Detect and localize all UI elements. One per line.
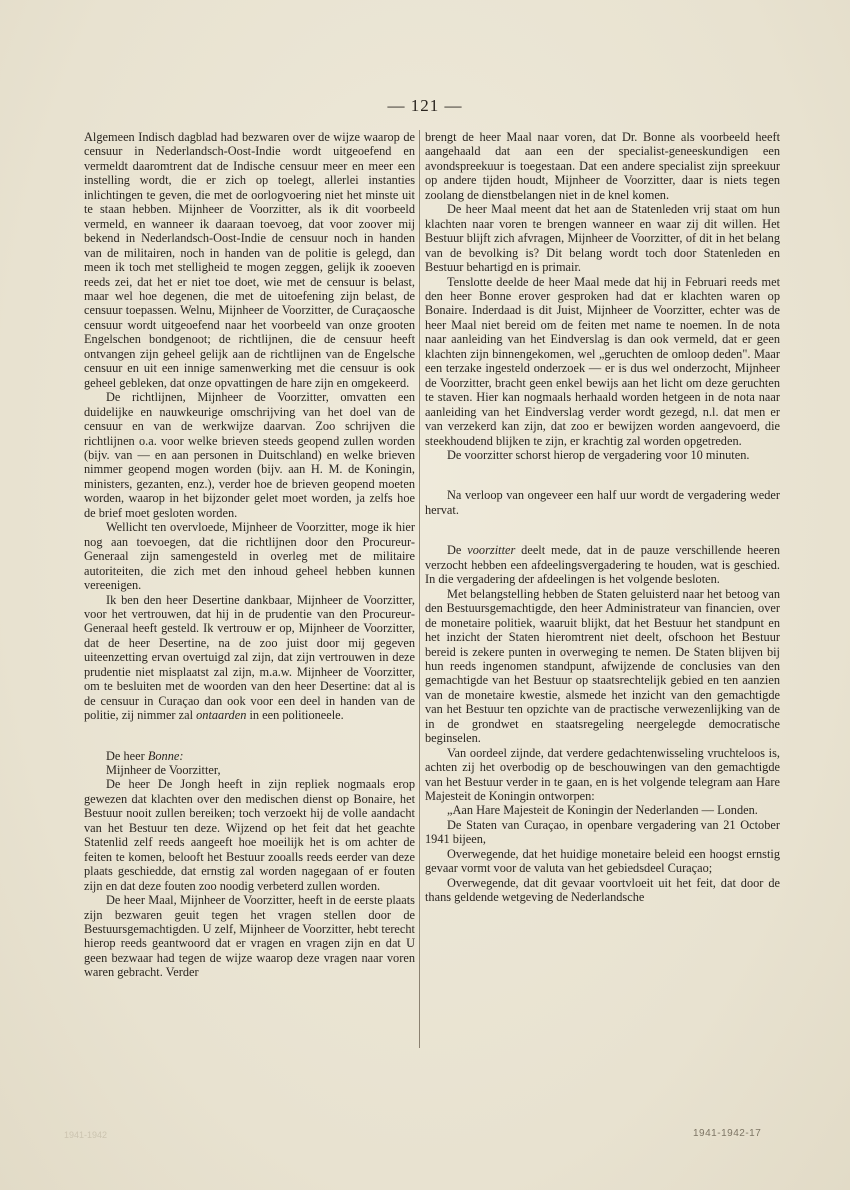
salutation: Mijnheer de Voorzitter, bbox=[106, 763, 221, 778]
paragraph: Wellicht ten overvloede, Mijnheer de Voorzitter, moge ik hier nog aan toevoegen, dat die richtlijnen door den Procureur-Generaal zijn samengesteld in overleg met de militaire autoriteiten, die zich met den inhoud geheel hebben kunnen vereenigen. bbox=[84, 520, 415, 593]
paragraph: De heer De Jongh heeft in zijn repliek nogmaals erop gewezen dat klachten over den medischen dienst op Bonaire, het Bestuur nooit zullen bereiken; toch verzoekt hij de volle aandacht van het Bestuur ten deze. Wijzend op het feit dat het geachte Statenlid zelf reeds aangeeft hoe moeilijk het is om achter de feiten te komen, belooft het Bestuur zooalls reeds eerder van deze plaats geschiedde, dat ernstig zal worden nagegaan of er fouten zijn en dat deze fouten zoo noodig verbeterd zullen worden. bbox=[84, 777, 415, 893]
paragraph: De voorzitter deelt mede, dat in de pauze verschillende heeren verzocht hebben een afdeelingsvergadering te houden, wat is geschied. In die vergadering der afdeelingen is het volgende besloten. bbox=[425, 543, 780, 587]
paragraph: De heer Maal meent dat het aan de Statenleden vrij staat om hun klachten naar voren te brengen wanneer en waar zij dit willen. Het Bestuur blijft zich afvragen, Mijnheer de Voorzitter, of dit in het belang van de bevolking is? Dit belang wordt toch door Statenleden en Bestuur behartigd en is primair. bbox=[425, 202, 780, 275]
paragraph: Ik ben den heer Desertine dankbaar, Mijnheer de Voorzitter, voor het vertrouwen, dat hij in de prudentie van den Procureur-Generaal heeft gesteld. Ik vertrouw er op, Mijnheer de Voorzitter, dat de heer Desertine, na de zoo juist door mij gegeven uiteenzetting ervan overtuigd zal zijn, dat zijn vertrouwen in deze prudentie niet misplaatst zal zijn, m.a.w. Mijnheer de Voorzitter, om te besluiten met de woorden van den heer Desertine: dat al is de censuur in Curaçao dan ook voor een deel in handen van de politie, zij nimmer zal ontaarden in een politioneele. bbox=[84, 592, 415, 723]
archive-stamp: 1941-1942-17 bbox=[693, 1128, 762, 1139]
paragraph: De richtlijnen, Mijnheer de Voorzitter, omvatten een duidelijke en nauwkeurige omschrijving van het doel van de censuur en van de werkwijze daarvan. Zoo schrijven die richtlijnen o.a. voor welke brieven steeds geopend zullen worden (bijv. van — en aan personen in Duitschland) en welke brieven nimmer geopend mogen worden (bijv. aan H. M. de Koningin, ministers, gezanten, enz.), verder hoe de brieven geopend moeten worden, waarop in het bijzonder gelet moet worden, ja zelfs hoe de brief moet gesloten worden. bbox=[84, 390, 415, 520]
right-column bbox=[425, 130, 780, 905]
paragraph: Met belangstelling hebben de Staten geluisterd naar het betoog van den Bestuursgemachtigde, den heer Administrateur van financien, over de monetaire politiek, waaruit blijkt, dat het Bestuur het standpunt en het inzicht der Staten hieromtrent niet deelt, ofschoon het Bestuur bereid is zekere punten in overweging te nemen. De Staten blijven bij hun reeds ingenomen standpunt, afwijzende de conclusies van den gemachtigde van het Bestuur op staatsrechtelijk gebied en ten aanzien van de monetaire kwestie, alsmede het inzicht van den gemachtigde van het Bestuur ten opzichte van de practische verwezenlijking van de in de grondwet en staatsregeling neergelegde democratische beginselen. bbox=[425, 586, 780, 746]
paragraph: De Staten van Curaçao, in openbare vergadering van 21 October 1941 bijeen, bbox=[425, 817, 780, 847]
left-column bbox=[84, 130, 415, 980]
paragraph: De heer Maal, Mijnheer de Voorzitter, heeft in de eerste plaats zijn bezwaren geuit tegen het vragen stellen door de Bestuursgemachtigden. U zelf, Mijnheer de Voorzitter, hebt terecht hierop reeds geantwoord dat er vragen en vragen zijn en dat U geen bezwaar had tegen de wijze waarop deze vragen naar voren waren gebracht. Verder bbox=[84, 893, 415, 980]
paragraph: Algemeen Indisch dagblad had bezwaren over de wijze waarop de censuur in Nederlandsch-Oost-Indie wordt uitgeoefend en vermeldt daaromtrent dat de Indische censuur meer en meer een instelling wordt, die er zich op toelegt, allerlei instanties inlichtingen te geven, die met de oorlogvoering niet het minste uit te staan hebben. Mijnheer de Voorzitter, als ik dit voorbeeld vermeld, en wanneer ik daaraan toevoeg, dat voor zoover mij bekend in Nederlandsch-Oost-Indie de censuur noch in handen van de militairen, noch in handen van de politie is gelegd, dan meen ik toch met stelligheid te mogen zeggen, gelijk ik zooeven reeds zei, dat het er niet toe doet, wie met de censuur is belast, maar wel hoe degenen, die met de uitoefening zijn belast, de censuur toepassen. Welnu, Mijnheer de Voorzitter, de Curaçaosche censuur wordt uitgeoefend naar het voorbeeld van onze grooten Engelschen bondgenoot; de richtlijnen, die de censuur heeft ontvangen zijn geheel gelijk aan de richtlijnen van de Engelsche censuur en uit een innige samenwerking met die censuur is ook geheel gebleken, dat onze opvattingen de hare zijn en omgekeerd. bbox=[84, 130, 415, 390]
paragraph: Tenslotte deelde de heer Maal mede dat hij in Februari reeds met den heer Bonne erover gesproken had dat er klachten waren op Bonaire. Inderdaad is dit Juist, Mijnheer de Voorzitter, echter was de heer Maal niet bereid om de feiten met name te noemen. In de nota naar aanleiding van het Eindverslag is dan ook vermeld, dat er geen klachten zijn binnengekomen, wel „geruchten de omloop deden". Maar een terzake ingesteld onderzoek — er is dus wel onderzocht, Mijnheer de Voorzitter, bracht geen enkel bewijs aan het licht om deze geruchten te staven. Hier kan nogmaals herhaald worden hetgeen in de nota naar aanleiding van het Eindverslag verder wordt gezegd, n.l. dat men er van verzekerd kan zijn, dat zoo er bewijzen worden aangevoerd, die steekhoudend blijken te zijn, er krachtig zal worden opgetreden. bbox=[425, 274, 780, 448]
paragraph: Overwegende, dat het huidige monetaire beleid een hoogst ernstig gevaar vormt voor de valuta van het gebiedsdeel Curaçao; bbox=[425, 846, 780, 876]
telegram-address: „Aan Hare Majesteit de Koningin der Nederlanden — Londen. bbox=[447, 803, 758, 818]
paragraph: Van oordeel zijnde, dat verdere gedachtenwisseling vruchteloos is, achten zij het overbodig op de beschouwingen van den gemachtigde van het Bestuur verder in te gaan, en is het volgende telegram aan Hare Majesteit de Koningin ontworpen: bbox=[425, 745, 780, 804]
column-divider bbox=[419, 130, 420, 1048]
paragraph: De voorzitter schorst hierop de vergadering voor 10 minuten. bbox=[447, 447, 750, 462]
speaker-heading: De heer Bonne: bbox=[106, 748, 184, 763]
paragraph: brengt de heer Maal naar voren, dat Dr. Bonne als voorbeeld heeft aangehaald dat aan een der specialist-geneeskundigen een avondspreekuur is toegestaan. Dat een andere specialist zijn spreekuur op andere tijden houdt, Mijnheer de Voorzitter, daar is niets tegen zoolang de dienstbelangen niet in de knel komen. bbox=[425, 130, 780, 202]
paragraph: Overwegende, dat dit gevaar voortvloeit uit het feit, dat door de thans geldende wetgeving de Nederlandsche bbox=[425, 875, 780, 905]
faint-archive-stamp: 1941-1942 bbox=[64, 1130, 108, 1140]
page-number: — 121 — bbox=[387, 96, 463, 115]
paragraph: Na verloop van ongeveer een half uur wordt de vergadering weder hervat. bbox=[425, 488, 780, 517]
